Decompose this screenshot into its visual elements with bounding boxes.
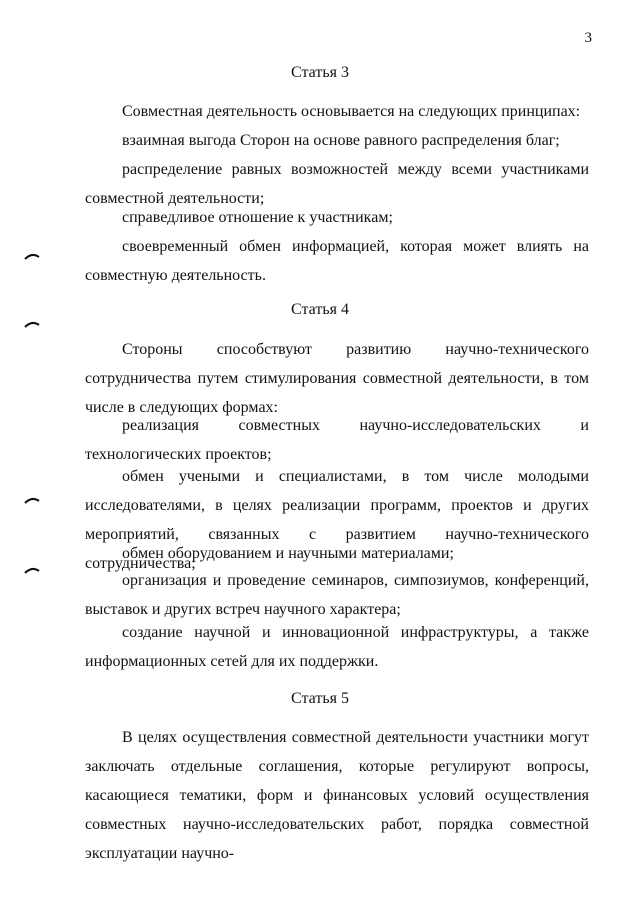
article-3-paragraph: Совместная деятельность основывается на следующих принципах: (122, 103, 581, 120)
article-4-paragraph: Стороны способствуют развитию научно-технического сотрудничества путем стимулирования совместной деятельности, в том числе в следующих формах: (85, 341, 589, 416)
binding-mark (24, 320, 40, 328)
binding-mark (24, 566, 40, 574)
article-3-paragraph: своевременный обмен информацией, которая может влиять на совместную деятельность. (85, 238, 589, 284)
binding-mark (24, 496, 40, 504)
article-3-paragraph: взаимная выгода Сторон на основе равного распределения благ; (122, 132, 560, 149)
article-4-paragraph: обмен учеными и специалистами, в том числе молодыми исследователями, в целях реализации программ, проектов и других мероприятий, связанных с развитием научно-технического сотрудничества; (85, 468, 589, 572)
article-4-paragraph: создание научной и инновационной инфраструктуры, а также информационных сетей для их поддержки. (85, 624, 589, 670)
article-5-paragraph: В целях осуществления совместной деятельности участники могут заключать отдельные соглашения, которые регулируют вопросы, касающиеся тематики, форм и финансовых условий осуществления совместных научно-исследовательских работ, порядка совместной эксплуатации научно- (85, 729, 589, 862)
article-4-paragraph: реализация совместных научно-исследовательских и технологических проектов; (85, 417, 589, 463)
article-3-paragraph: распределение равных возможностей между всеми участниками совместной деятельности; (85, 161, 589, 207)
article-4-paragraph: организация и проведение семинаров, симпозиумов, конференций, выставок и других встреч научного характера; (85, 572, 589, 618)
article-5-heading: Статья 5 (291, 690, 349, 707)
article-3-heading: Статья 3 (291, 64, 349, 81)
binding-mark (24, 252, 40, 260)
article-4-heading: Статья 4 (291, 301, 349, 318)
page-number: 3 (584, 30, 592, 46)
article-4-paragraph: обмен оборудованием и научными материалами; (122, 545, 454, 562)
article-3-paragraph: справедливое отношение к участникам; (122, 209, 393, 226)
